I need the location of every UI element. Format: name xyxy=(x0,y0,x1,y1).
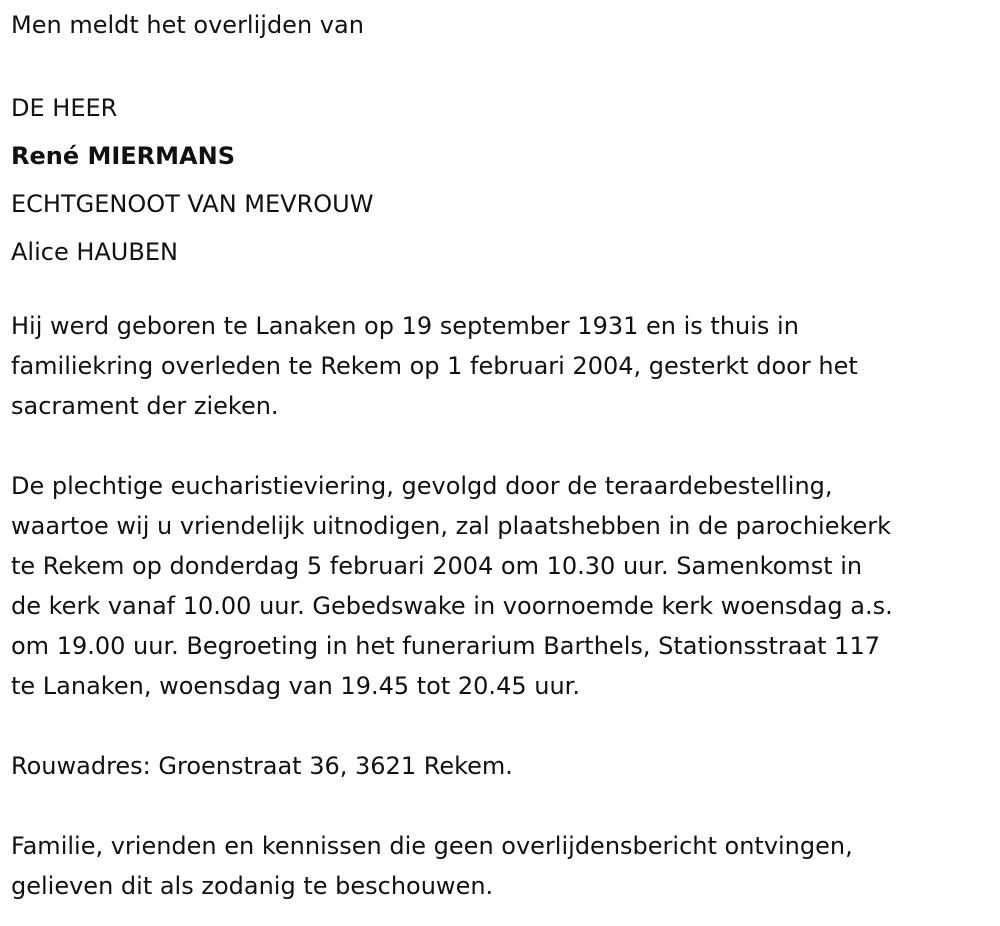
paragraph-line: Hij werd geboren te Lanaken op 19 september 1931 en is thuis in xyxy=(11,312,799,340)
paragraph-line: Familie, vrienden en kennissen die geen overlijdensbericht ontvingen, xyxy=(11,832,853,860)
paragraph-line: om 19.00 uur. Begroeting in het funerarium Barthels, Stationsstraat 117 xyxy=(11,632,880,660)
title-text: DE HEER xyxy=(11,94,118,122)
death-notice xyxy=(11,0,991,906)
paragraph-line: de kerk vanaf 10.00 uur. Gebedswake in voornoemde kerk woensdag a.s. xyxy=(11,592,893,620)
paragraph-line: familiekring overleden te Rekem op 1 februari 2004, gesterkt door het xyxy=(11,352,858,380)
address-text: Rouwadres: Groenstraat 36, 3621 Rekem. xyxy=(11,752,513,780)
paragraph-line: sacrament der zieken. xyxy=(11,392,279,420)
ceremony-paragraph xyxy=(11,466,991,706)
closing-paragraph xyxy=(11,826,991,906)
address-paragraph xyxy=(11,746,991,786)
birth-death-paragraph xyxy=(11,306,991,426)
relation-text: ECHTGENOOT VAN MEVROUW xyxy=(11,190,374,218)
paragraph-line: gelieven dit als zodanig te beschouwen. xyxy=(11,872,494,900)
intro-text: Men meldt het overlijden van xyxy=(11,11,364,39)
paragraph-line: te Lanaken, woensdag van 19.45 tot 20.45 uur. xyxy=(11,672,580,700)
deceased-name: René MIERMANS xyxy=(11,142,235,170)
spouse-name: Alice HAUBEN xyxy=(11,238,178,266)
paragraph-line: te Rekem op donderdag 5 februari 2004 om 10.30 uur. Samenkomst in xyxy=(11,552,863,580)
paragraph-line: waartoe wij u vriendelijk uitnodigen, zal plaatshebben in de parochiekerk xyxy=(11,512,892,540)
paragraph-line: De plechtige eucharistieviering, gevolgd door de teraardebestelling, xyxy=(11,472,833,500)
